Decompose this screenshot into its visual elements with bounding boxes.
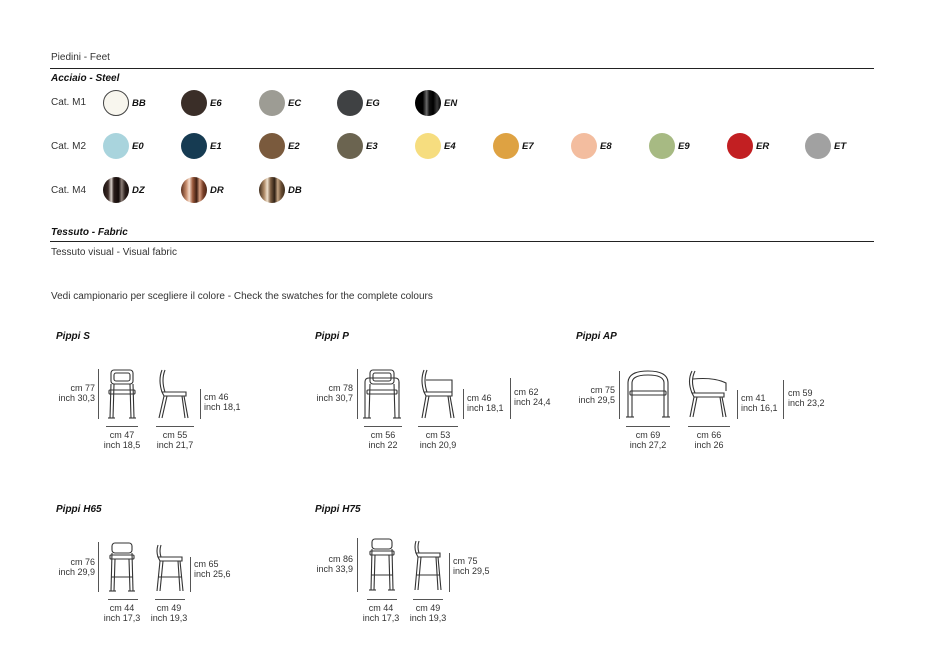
arm-line [783,380,784,419]
depth-line [413,599,443,600]
arm-inch: inch 24,4 [514,397,551,407]
swatch-code: E2 [288,141,300,152]
width-dimension [97,603,147,623]
height-dimension [298,383,353,403]
width-cm: cm 56 [370,430,396,440]
width-inch: inch 27,2 [629,440,667,450]
seat-cm: cm 46 [467,393,492,403]
feet-title: Piedini - Feet [51,52,110,63]
seat-cm: cm 75 [453,556,478,566]
swatch-e3 [337,133,363,159]
swatch-code: E0 [132,141,144,152]
swatch-code: EG [366,98,380,109]
armchair-side-view-icon [684,369,734,421]
swatches-note: Vedi campionario per scegliere il colore - Check the swatches for the complete colours [51,291,433,302]
swatch-dr [181,177,207,203]
depth-inch: inch 19,3 [150,613,188,623]
height-line [357,369,358,419]
swatch-code: EC [288,98,302,109]
stool-front-view-icon [104,541,140,595]
swatch-code: DZ [132,185,145,196]
seat-dimension [741,393,778,413]
depth-cm: cm 53 [425,430,451,440]
swatch-e6 [181,90,207,116]
depth-cm: cm 66 [696,430,722,440]
depth-inch: inch 20,9 [419,440,457,450]
seat-cm: cm 46 [204,392,229,402]
width-line [364,426,402,427]
swatch-code: E7 [522,141,534,152]
depth-line [688,426,730,427]
stool-front-view-icon [364,537,400,593]
depth-dimension [684,430,734,450]
stool-side-view-icon [410,537,446,593]
height-dimension [40,557,95,577]
width-line [106,426,138,427]
depth-line [418,426,458,427]
swatch-bb [103,90,129,116]
width-cm: cm 44 [109,603,135,613]
height-line [98,542,99,592]
swatch-en [415,90,441,116]
swatch-code: DR [210,185,224,196]
depth-cm: cm 49 [156,603,182,613]
height-line [98,369,99,419]
swatch-code: DB [288,185,302,196]
swatch-code: E6 [210,98,222,109]
height-cm: cm 75 [590,385,615,395]
product-name: Pippi P [315,331,349,342]
swatch-eg [337,90,363,116]
arm-line [510,378,511,419]
category-label: Cat. M2 [51,141,87,152]
width-line [626,426,670,427]
swatch-e7 [493,133,519,159]
swatch-code: E1 [210,141,222,152]
seat-line [737,390,738,419]
category-label: Cat. M4 [51,185,87,196]
swatch-code: BB [132,98,146,109]
width-line [108,599,138,600]
width-dimension [623,430,673,450]
depth-cm: cm 49 [415,603,441,613]
seat-inch: inch 18,1 [204,402,241,412]
width-dimension [358,430,408,450]
armchair-side-view-icon [416,368,462,422]
width-dimension [356,603,406,623]
swatch-code: E3 [366,141,378,152]
seat-line [200,389,201,419]
swatch-ec [259,90,285,116]
height-inch: inch 30,7 [316,393,353,403]
seat-dimension [204,392,241,412]
product-name: Pippi S [56,331,90,342]
seat-line [463,389,464,419]
height-dimension [560,385,615,405]
swatch-code: E8 [600,141,612,152]
height-inch: inch 33,9 [316,564,353,574]
product-name: Pippi H75 [315,504,361,515]
depth-inch: inch 21,7 [156,440,194,450]
seat-cm: cm 65 [194,559,219,569]
swatch-e2 [259,133,285,159]
swatch-code: ET [834,141,847,152]
depth-line [155,599,185,600]
height-dimension [40,383,95,403]
width-inch: inch 22 [368,440,398,450]
fabric-text: Tessuto visual - Visual fabric [51,247,177,258]
depth-dimension [144,603,194,623]
arm-cm: cm 59 [788,388,813,398]
height-line [357,538,358,592]
seat-line [190,557,191,592]
seat-dimension [453,556,490,576]
width-cm: cm 47 [109,430,135,440]
seat-inch: inch 16,1 [741,403,778,413]
seat-dimension [194,559,231,579]
width-inch: inch 17,3 [103,613,141,623]
height-inch: inch 29,9 [58,567,95,577]
stool-side-view-icon [152,541,188,595]
steel-heading: Acciaio - Steel [51,73,120,84]
seat-inch: inch 18,1 [467,403,504,413]
seat-inch: inch 25,6 [194,569,231,579]
swatch-dz [103,177,129,203]
width-inch: inch 17,3 [362,613,400,623]
depth-line [156,426,194,427]
swatch-e8 [571,133,597,159]
swatch-e4 [415,133,441,159]
depth-cm: cm 55 [162,430,188,440]
divider [50,241,874,242]
height-cm: cm 86 [328,554,353,564]
arm-cm: cm 62 [514,387,539,397]
armchair-front-view-icon [362,368,402,422]
arm-inch: inch 23,2 [788,398,825,408]
swatch-code: E9 [678,141,690,152]
product-name: Pippi H65 [56,504,102,515]
swatch-code: E4 [444,141,456,152]
seat-dimension [467,393,504,413]
swatch-et [805,133,831,159]
swatch-code: EN [444,98,458,109]
swatch-code: ER [756,141,770,152]
product-name: Pippi AP [576,331,617,342]
depth-dimension [413,430,463,450]
seat-line [449,553,450,592]
height-inch: inch 29,5 [578,395,615,405]
height-cm: cm 76 [70,557,95,567]
height-inch: inch 30,3 [58,393,95,403]
arm-dimension [788,388,825,408]
fabric-heading: Tessuto - Fabric [51,227,128,238]
depth-dimension [150,430,200,450]
width-cm: cm 44 [368,603,394,613]
depth-dimension [403,603,453,623]
chair-side-view-icon [154,368,196,422]
seat-cm: cm 41 [741,393,766,403]
chair-front-view-icon [104,368,140,422]
depth-inch: inch 19,3 [409,613,447,623]
height-cm: cm 77 [70,383,95,393]
swatch-er [727,133,753,159]
height-dimension [298,554,353,574]
height-cm: cm 78 [328,383,353,393]
width-cm: cm 69 [635,430,661,440]
divider [50,68,874,69]
height-line [619,371,620,419]
swatch-db [259,177,285,203]
depth-inch: inch 26 [694,440,724,450]
swatch-e9 [649,133,675,159]
category-label: Cat. M1 [51,97,87,108]
seat-inch: inch 29,5 [453,566,490,576]
width-dimension [97,430,147,450]
width-line [367,599,397,600]
swatch-e1 [181,133,207,159]
armchair-front-view-icon [624,369,672,421]
arm-dimension [514,387,551,407]
swatch-e0 [103,133,129,159]
width-inch: inch 18,5 [103,440,141,450]
